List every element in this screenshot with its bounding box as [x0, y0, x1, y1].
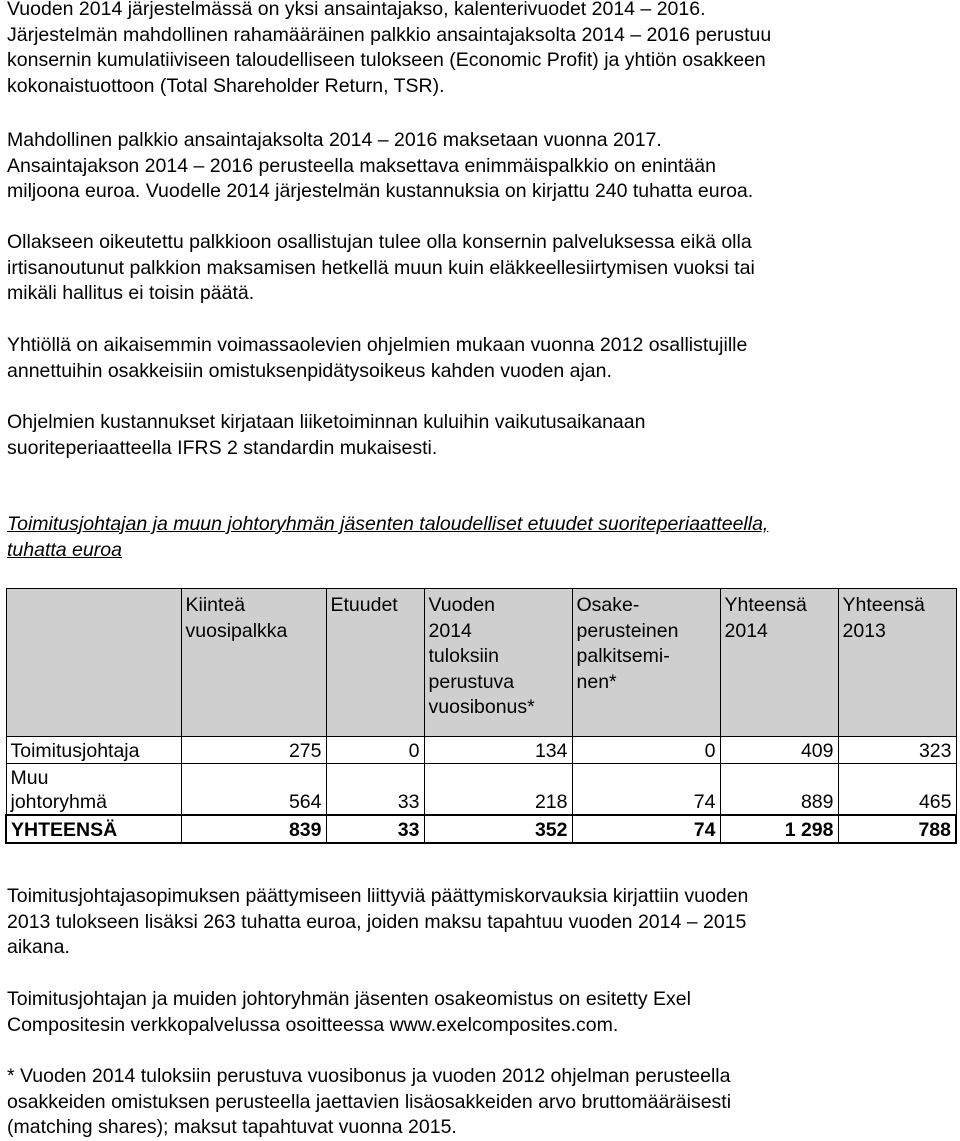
column-header [572, 589, 720, 737]
column-header [326, 589, 424, 737]
text-line: 2013 tulokseen lisäksi 263 tuhatta euroa, joiden maksu tapahtuu vuoden 2014 – 2015 [7, 910, 747, 933]
column-header-line: Kiinteä [185, 594, 246, 616]
column-header-line: 2014 [724, 619, 768, 642]
text-line: Järjestelmän mahdollinen rahamääräinen palkkio ansaintajaksolta 2014 – 2016 perustuu [7, 23, 772, 46]
column-header-line: vuosipalkka [185, 619, 288, 642]
table-cell: 218 [424, 764, 572, 816]
column-header [838, 589, 956, 737]
table-header-row [6, 589, 956, 737]
table-cell: 74 [572, 764, 720, 816]
table-cell: 33 [326, 764, 424, 816]
column-header-line: 2013 [842, 619, 886, 642]
text-line: Ansaintajakson 2014 – 2016 perusteella maksettava enimmäispalkkio on enintään [7, 154, 716, 177]
column-header [424, 589, 572, 737]
column-header [6, 589, 181, 737]
column-header [181, 589, 326, 737]
column-header-line: perusteinen [576, 619, 679, 642]
table-cell: 839 [181, 815, 326, 843]
table-row [6, 815, 956, 843]
text-line: Ollakseen oikeutettu palkkioon osallistujan tulee olla konsernin palveluksessa eikä olla [7, 231, 752, 253]
table-cell: 323 [838, 737, 956, 764]
text-line: aikana. [7, 936, 70, 958]
text-line: osakkeiden omistuksen perusteella jaettavien lisäosakkeiden arvo bruttomääräisesti [7, 1090, 732, 1113]
earlier-programs-paragraph [7, 333, 955, 384]
row-label [6, 737, 181, 764]
text-line: suoriteperiaatteella IFRS 2 standardin mukaisesti. [7, 436, 438, 459]
table-cell: 788 [838, 815, 956, 843]
termination-paragraph [7, 884, 955, 961]
column-header-line: palkitsemi- [576, 645, 670, 667]
text-line: Ohjelmien kustannukset kirjataan liiketoiminnan kuluihin vaikutusaikanaan [7, 411, 646, 433]
eligibility-paragraph [7, 230, 955, 307]
column-header-line: Yhteensä [724, 594, 807, 616]
row-label-line: johtoryhmä [10, 791, 107, 813]
text-line: miljoona euroa. Vuodelle 2014 järjestelmän kustannuksia on kirjattu 240 tuhatta euroa. [7, 180, 754, 202]
text-line: kokonaistuottoon (Total Shareholder Return, TSR). [7, 74, 445, 97]
table-cell: 465 [838, 764, 956, 816]
text-line: Mahdollinen palkkio ansaintajaksolta 2014 – 2016 maksetaan vuonna 2017. [7, 129, 662, 151]
column-header-line: vuosibonus* [428, 696, 535, 718]
column-header-line: 2014 [428, 619, 472, 642]
table-cell: 74 [572, 815, 720, 843]
text-line: Toimitusjohtajan ja muiden johtoryhmän jäsenten osakeomistus on esitetty Exel [7, 988, 691, 1010]
footnote-paragraph [7, 1064, 955, 1141]
table-cell: 889 [720, 764, 838, 816]
column-header-line: Yhteensä [842, 594, 925, 616]
text-line: irtisanoutunut palkkion maksamisen hetkellä muun kuin eläkkeellesiirtymisen vuoksi tai [7, 256, 755, 279]
table-cell: 564 [181, 764, 326, 816]
text-line: Vuoden 2014 järjestelmässä on yksi ansaintajakso, kalenterivuodet 2014 – 2016. [7, 0, 706, 20]
table-cell: 275 [181, 737, 326, 764]
row-label-line: Muu [10, 767, 49, 789]
row-label-line: Toimitusjohtaja [10, 740, 140, 762]
cost-paragraph [7, 410, 955, 461]
shareholding-paragraph [7, 987, 955, 1038]
table-cell: 33 [326, 815, 424, 843]
text-line: * Vuoden 2014 tuloksiin perustuva vuosibonus ja vuoden 2012 ohjelman perusteella [7, 1065, 731, 1087]
column-header-line: tuloksiin [428, 645, 499, 667]
intro-paragraph [7, 0, 955, 99]
text-line: konsernin kumulatiiviseen taloudelliseen tulokseen (Economic Profit) ja yhtiön osakkeen [7, 49, 766, 71]
table-cell: 134 [424, 737, 572, 764]
table-row [6, 737, 956, 764]
text-line: tuhatta euroa [7, 538, 122, 561]
text-line: (matching shares); maksut tapahtuvat vuonna 2015. [7, 1116, 457, 1138]
row-label-line: YHTEENSÄ [11, 819, 118, 841]
table-cell: 0 [326, 737, 424, 764]
row-label [6, 764, 181, 816]
column-header-line: Etuudet [330, 594, 398, 616]
column-header [720, 589, 838, 737]
table-caption [7, 512, 955, 563]
table-cell: 352 [424, 815, 572, 843]
column-header-line: perustuva [428, 670, 515, 693]
column-header-line: Osake- [576, 594, 640, 616]
table-row [6, 764, 956, 816]
compensation-table [5, 588, 957, 844]
column-header-line: nen* [576, 670, 617, 693]
table-cell: 409 [720, 737, 838, 764]
row-label [6, 815, 181, 843]
payment-paragraph [7, 128, 955, 205]
text-line: Toimitusjohtajasopimuksen päättymiseen liittyviä päättymiskorvauksia kirjattiin vuoden [7, 885, 749, 907]
text-line: annettuihin osakkeisiin omistuksenpidätysoikeus kahden vuoden ajan. [7, 359, 612, 382]
text-line: mikäli hallitus ei toisin päätä. [7, 282, 255, 304]
column-header-line: Vuoden [428, 594, 496, 616]
text-line: Toimitusjohtajan ja muun johtoryhmän jäsenten taloudelliset etuudet suoriteperiaatteella, [7, 513, 769, 535]
text-line: Yhtiöllä on aikaisemmin voimassaolevien ohjelmien mukaan vuonna 2012 osallistujille [7, 334, 748, 356]
table-cell: 0 [572, 737, 720, 764]
text-line: Compositesin verkkopalvelussa osoitteessa www.exelcomposites.com. [7, 1013, 619, 1036]
table-cell: 1 298 [720, 815, 838, 843]
